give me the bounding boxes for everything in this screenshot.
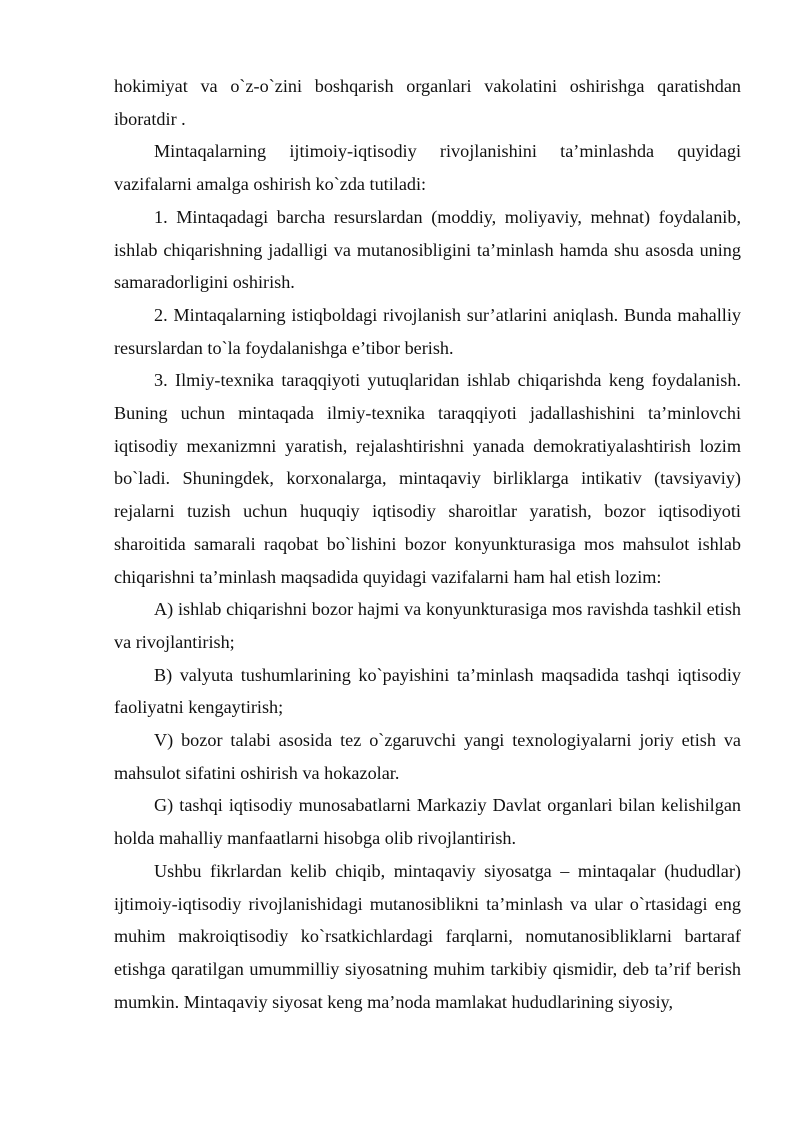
document-page: [114, 70, 741, 1018]
paragraph-item-v: V) bozor talabi asosida tez o`zgaruvchi yangi texnologiyalarni joriy etish va mahsulot sifatini oshirish va hokazolar.: [114, 730, 741, 783]
paragraph-item-a: A) ishlab chiqarishni bozor hajmi va konyunkturasiga mos ravishda tashkil etish va rivojlantirish;: [114, 599, 741, 652]
paragraph-item-2: 2. Mintaqalarning istiqboldagi rivojlanish sur’atlarini aniqlash. Bunda mahalliy resurslardan to`la foydalanishga e’tibor berish.: [114, 304, 741, 358]
paragraph-item-g: G) tashqi iqtisodiy munosabatlarni Markaziy Davlat organlari bilan kelishilgan holda mahalliy manfaatlarni hisobga olib rivojlantirish.: [114, 795, 741, 849]
paragraph-item-1: 1. Mintaqadagi barcha resurslardan (moddiy, moliyaviy, mehnat) foydalanib, ishlab chiqarishning jadalligi va mutanosibligini ta’minlash hamda shu asosda uning samaradorligini oshirish.: [114, 206, 741, 293]
paragraph-item-3: 3. Ilmiy-texnika taraqqiyoti yutuqlaridan ishlab chiqarishda keng foydalanish. Buning uchun mintaqada ilmiy-texnika taraqqiyoti jadallashishini ta’minlovchi iqtisodiy mexanizmni yaratish, rejalashtirishni yanada demokratiyalashtirish lozim bo`ladi. Shuningdek, korxonalarga, mintaqaviy birliklarga intikativ (tavsiyaviy) rejalarni tuzish uchun huquqiy iqtisodiy sharoitlar yaratish, bozor iqtisodiyoti sharoitida samarali raqobat bo`lishini bozor konyunkturasiga mos mahsulot ishlab chiqarishni ta’minlash maqsadida quyidagi vazifalarni ham hal etish lozim:: [114, 370, 741, 587]
paragraph-item-b: B) valyuta tushumlarining ko`payishini ta’minlash maqsadida tashqi iqtisodiy faoliyatni kengaytirish;: [114, 664, 741, 718]
paragraph-continuation: hokimiyat va o`z-o`zini boshqarish organlari vakolatini oshirishga qaratishdan iboratdir .: [114, 76, 741, 129]
paragraph-definition: Ushbu fikrlardan kelib chiqib, mintaqaviy siyosatga – mintaqalar (hududlar) ijtimoiy-iqtisodiy rivojlanishidagi mutanosiblikni ta’minlash va ular o`rtasidagi eng muhim makroiqtisodiy ko`rsatkichlardagi farqlarni, nomutanosibliklarni bartaraf etishga qaratilgan umummilliy siyosatning muhim tarkibiy qismidir, deb ta’rif berish mumkin. Mintaqaviy siyosat keng ma’noda mamlakat hududlarining siyosiy,: [114, 860, 741, 1012]
paragraph-tasks-intro: Mintaqalarning ijtimoiy-iqtisodiy rivojlanishini ta’minlashda quyidagi vazifalarni amalga oshirish ko`zda tutiladi:: [114, 141, 741, 195]
